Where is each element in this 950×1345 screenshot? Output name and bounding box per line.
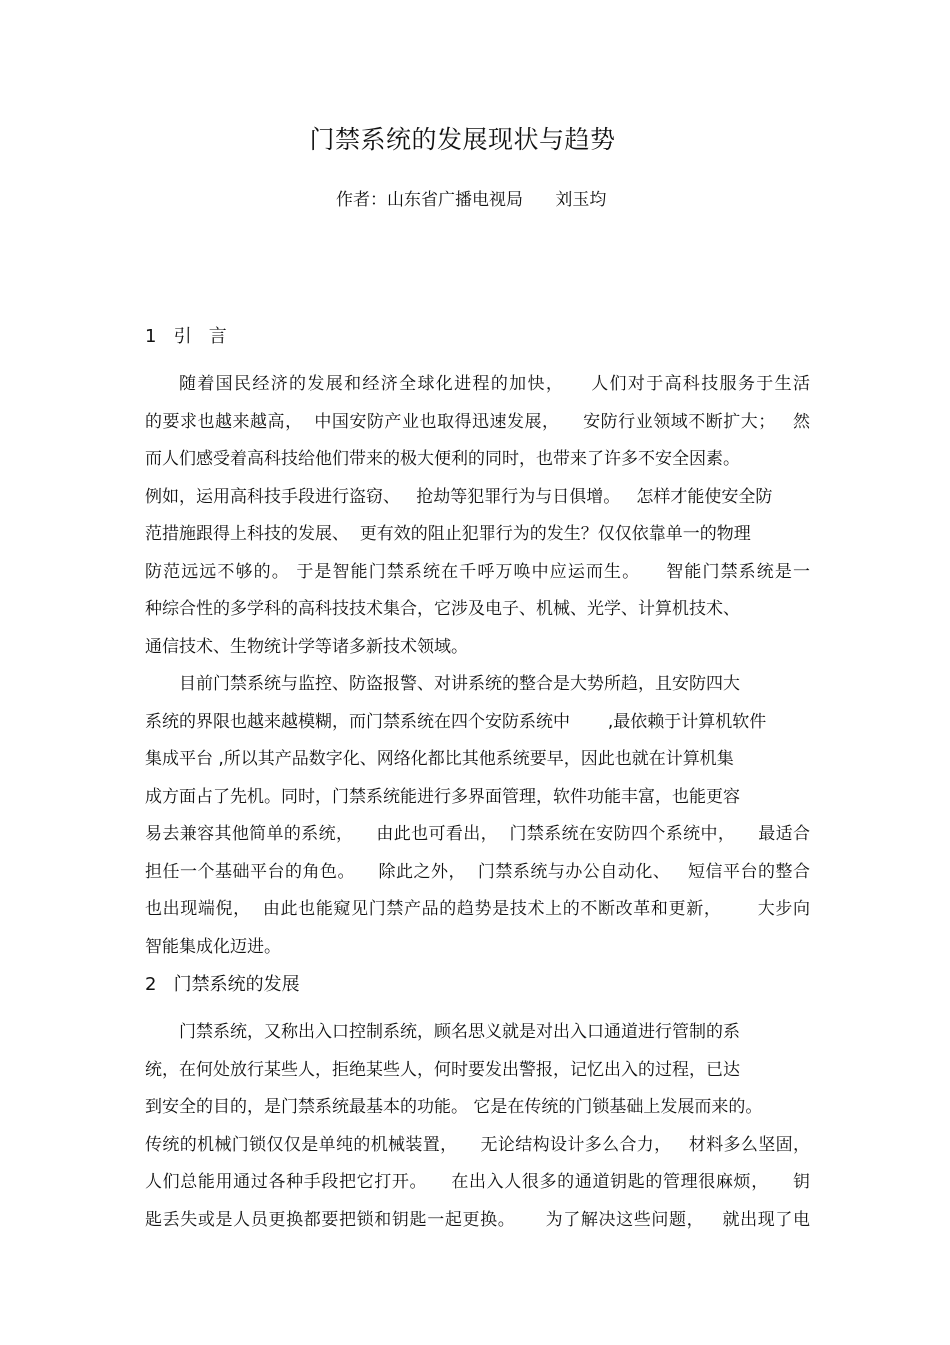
paragraph-line: 种综合性的多学科的高科技技术集合，它涉及电子、机械、光学、计算机技术、	[145, 599, 740, 619]
paragraph-line: 门禁系统，又称出入口控制系统，顾名思义就是对出入口通道进行管制的系	[179, 1022, 740, 1042]
paragraph-line: 匙丢失或是人员更换都要把锁和钥匙一起更换。 为了解决这些问题， 就出现了电	[145, 1209, 810, 1230]
document-title: 门禁系统的发展现状与趋势	[309, 125, 616, 154]
paragraph-line: 担任一个基础平台的角色。 除此之外， 门禁系统与办公自动化、 短信平台的整合	[145, 861, 810, 882]
paragraph-line: 易去兼容其他简单的系统， 由此也可看出， 门禁系统在安防四个系统中， 最适合	[145, 824, 810, 844]
section-heading-development: 2 门禁系统的发展	[145, 974, 300, 995]
paragraph	[145, 666, 810, 966]
paragraph-line: 例如，运用高科技手段进行盗窃、 抢劫等犯罪行为与日俱增。 怎样才能使安全防	[145, 486, 773, 507]
paragraph-line: 而人们感受着高科技给他们带来的极大便利的同时，也带来了许多不安全因素。	[145, 449, 740, 469]
paragraph-line: 也出现端倪， 由此也能窥见门禁产品的趋势是技术上的不断改革和更新， 大步向	[145, 899, 810, 919]
paragraph-line: 人们总能用通过各种手段把它打开。 在出入人很多的通道钥匙的管理很麻烦， 钥	[145, 1172, 810, 1192]
paragraph-line: 通信技术、生物统计学等诸多新技术领域。	[145, 636, 468, 657]
paragraph-line: 随着国民经济的发展和经济全球化进程的加快， 人们对于高科技服务于生活	[179, 374, 810, 394]
paragraph-line: 智能集成化迈进。	[145, 936, 281, 957]
paragraph-line: 目前门禁系统与监控、防盗报警、对讲系统的整合是大势所趋，且安防四大	[179, 674, 740, 694]
paragraph-line: 统，在何处放行某些人，拒绝某些人，何时要发出警报，记忆出入的过程，已达	[145, 1059, 740, 1080]
paragraph-line: 的要求也越来越高， 中国安防产业也取得迅速发展， 安防行业领域不断扩大； 然	[145, 411, 810, 432]
paragraph-line: 集成平台 ,所以其产品数字化、网络化都比其他系统要早，因此也就在计算机集	[145, 749, 734, 769]
section-heading-introduction: 1 引 言	[145, 326, 227, 347]
paragraph	[145, 1014, 810, 1239]
paragraph-line: 范措施跟得上科技的发展、 更有效的阻止犯罪行为的发生？仅仅依靠单一的物理	[145, 524, 751, 544]
paragraph-line: 防范远远不够的。 于是智能门禁系统在千呼万唤中应运而生。 智能门禁系统是一	[145, 561, 810, 582]
author-line: 作者：山东省广播电视局 刘玉均	[336, 190, 607, 210]
paragraph-line: 传统的机械门锁仅仅是单纯的机械装置， 无论结构设计多么合力， 材料多么坚固，	[145, 1134, 810, 1155]
paragraph	[145, 366, 810, 666]
paragraph-line: 系统的界限也越来越模糊，而门禁系统在四个安防系统中 ,最依赖于计算机软件	[145, 711, 767, 732]
paragraph-line: 成方面占了先机。同时，门禁系统能进行多界面管理，软件功能丰富，也能更容	[145, 786, 740, 807]
paragraph-line: 到安全的目的，是门禁系统最基本的功能。 它是在传统的门锁基础上发展而来的。	[145, 1097, 763, 1117]
